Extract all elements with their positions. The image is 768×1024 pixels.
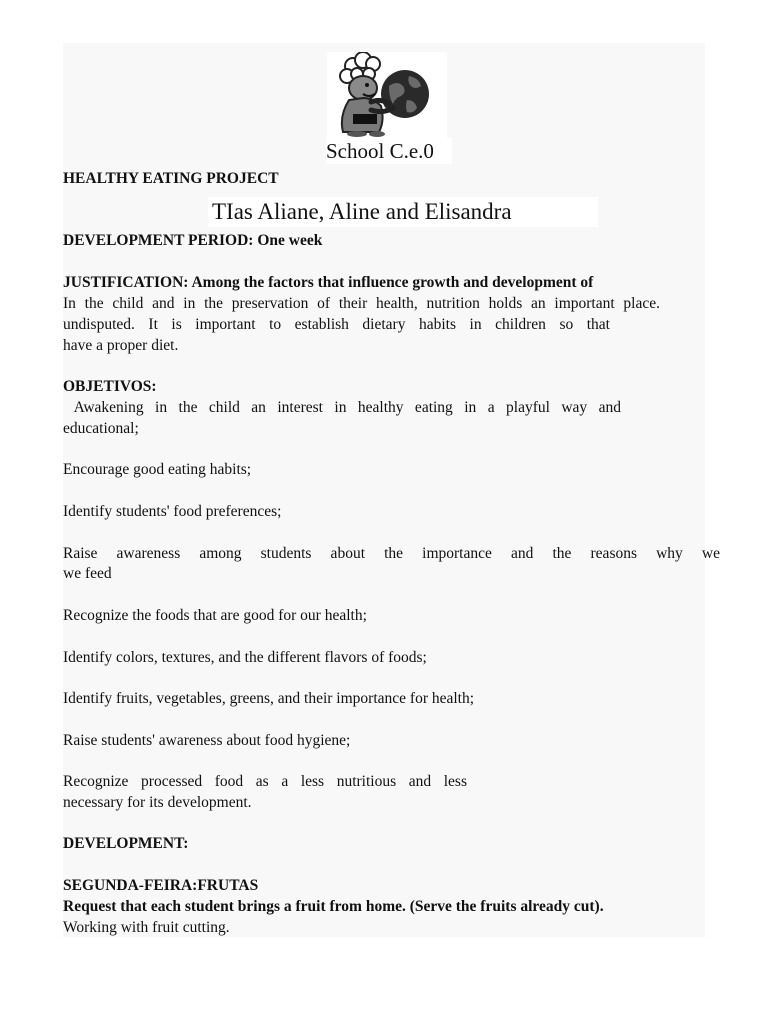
objective-1-line-2: educational;	[63, 420, 139, 437]
objective-4-line-2: we feed	[63, 565, 112, 582]
objective-3: Identify students' food preferences;	[63, 503, 282, 520]
development-heading: DEVELOPMENT:	[63, 835, 189, 852]
objectives-heading: OBJETIVOS:	[63, 378, 157, 395]
justification-line-3: have a proper diet.	[63, 337, 179, 354]
objective-9-line-1: Recognize processed food as a less nutritious and less	[63, 773, 467, 790]
objective-6: Identify colors, textures, and the different flavors of foods;	[63, 649, 427, 666]
justification-line-2: undisputed. It is important to establish dietary habits in children so that	[63, 316, 610, 333]
development-period-value: One week	[257, 232, 323, 249]
day-heading: SEGUNDA-FEIRA:FRUTAS	[63, 877, 259, 894]
fruit-request: Request that each student brings a fruit from home. (Serve the fruits already cut).	[63, 898, 604, 915]
objective-2: Encourage good eating habits;	[63, 461, 252, 478]
objective-8: Raise students' awareness about food hygiene;	[63, 732, 351, 749]
justification-line-1: In the child and in the preservation of their health, nutrition holds an important place.	[63, 295, 660, 312]
justification-heading: JUSTIFICATION: Among the factors that influence growth and development of	[63, 274, 594, 291]
teachers-banner: TIas Aliane, Aline and Elisandra	[208, 197, 598, 227]
fruit-activity: Working with fruit cutting.	[63, 919, 230, 936]
project-title: HEALTHY EATING PROJECT	[63, 170, 279, 187]
objective-9-line-2: necessary for its development.	[63, 794, 252, 811]
objective-4-line-1: Raise awareness among students about the importance and the reasons why we	[63, 545, 720, 562]
child-holding-globe-icon	[327, 52, 447, 138]
objective-7: Identify fruits, vegetables, greens, and their importance for health;	[63, 690, 475, 707]
development-period	[63, 231, 322, 250]
development-period-label: DEVELOPMENT PERIOD:	[63, 232, 254, 249]
objective-5: Recognize the foods that are good for our health;	[63, 607, 367, 624]
objective-1-line-1: Awakening in the child an interest in healthy eating in a playful way and	[63, 399, 621, 416]
school-name: School C.e.0	[326, 138, 452, 164]
